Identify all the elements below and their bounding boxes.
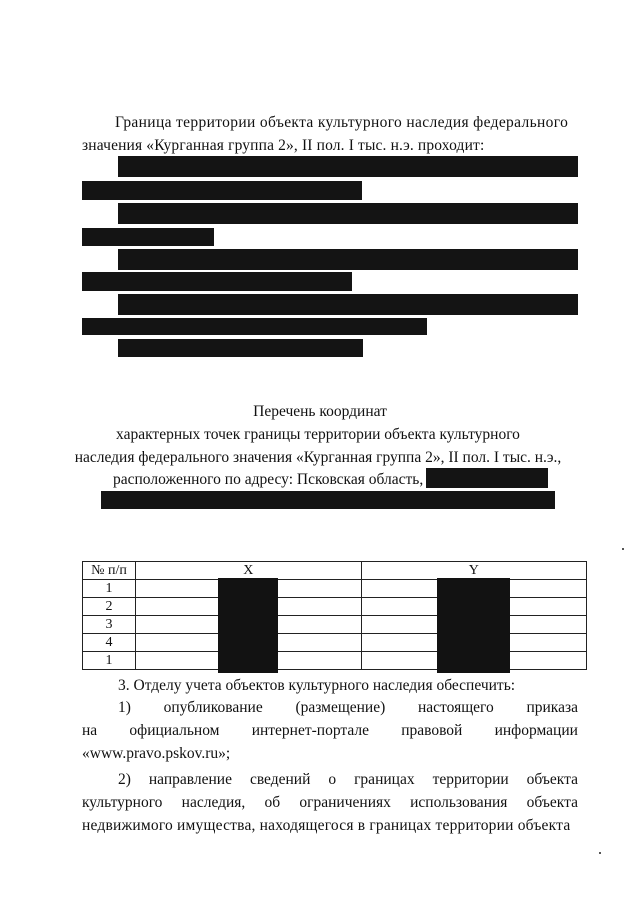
coordinates-table <box>82 561 587 670</box>
word: правовой <box>401 722 463 739</box>
table-header: Y <box>361 562 587 580</box>
redaction-bar <box>82 318 427 335</box>
coords-line-2: наследия федерального значения «Курганная группа 2», II пол. I тыс. н.э., <box>74 449 562 466</box>
boundary-line-1 <box>115 113 578 133</box>
table-header-row <box>83 562 587 580</box>
word: приказа <box>526 699 578 716</box>
word: информации <box>494 722 578 739</box>
word: 1) <box>118 699 131 716</box>
word: культурного <box>82 794 163 811</box>
word: о <box>328 771 337 788</box>
item3-heading: 3. Отделу учета объектов культурного наследия обеспечить: <box>118 677 516 694</box>
redaction-bar <box>118 156 578 177</box>
word: направление <box>148 771 232 788</box>
redaction-bar <box>118 249 578 270</box>
word: (размещение) <box>295 699 386 716</box>
table-header: № п/п <box>83 562 136 580</box>
word: об <box>264 794 281 811</box>
table-row <box>83 634 587 652</box>
redaction-bar <box>101 491 555 509</box>
table-cell: 2 <box>83 598 136 616</box>
redaction-bar <box>118 339 363 357</box>
redaction-bar <box>426 468 548 488</box>
redaction-bar <box>118 203 578 224</box>
word: опубликование <box>163 699 263 716</box>
boundary-text-1: Граница территории объекта культурного наследия федерального <box>115 114 569 131</box>
word: сведений <box>249 771 311 788</box>
item3-p2-line3: недвижимого имущества, находящегося в границах территории объекта <box>82 817 571 834</box>
table-row <box>83 580 587 598</box>
redaction-column-y <box>437 578 510 673</box>
redaction-bar <box>118 294 578 315</box>
table-row <box>83 652 587 670</box>
coords-line-1: характерных точек границы территории объекта культурного <box>116 426 520 443</box>
item3-p2-line1 <box>118 770 578 790</box>
table-cell: 3 <box>83 616 136 634</box>
table-cell: 1 <box>83 652 136 670</box>
table-cell: 1 <box>83 580 136 598</box>
table-header: X <box>136 562 362 580</box>
item3-p1-line3: «www.pravo.pskov.ru»; <box>82 745 231 762</box>
word: территории <box>432 771 509 788</box>
item3-p1-line2 <box>82 721 578 741</box>
coords-line-3: расположенного по адресу: Псковская область, <box>113 471 424 488</box>
word: интернет-портале <box>251 722 369 739</box>
table-row <box>83 598 587 616</box>
word: на <box>82 722 98 739</box>
word: официальном <box>129 722 220 739</box>
word: ограничениях <box>299 794 391 811</box>
scan-speck <box>622 548 624 550</box>
word: объекта <box>526 771 578 788</box>
word: использования <box>410 794 508 811</box>
word: настоящего <box>418 699 494 716</box>
table-row <box>83 616 587 634</box>
word: объекта <box>526 794 578 811</box>
redaction-column-x <box>218 578 278 673</box>
word: границах <box>354 771 415 788</box>
word: наследия, <box>181 794 246 811</box>
boundary-line-2: значения «Курганная группа 2», II пол. I тыс. н.э. проходит: <box>82 137 485 154</box>
table-cell: 4 <box>83 634 136 652</box>
item3-p2-line2 <box>82 793 578 813</box>
coords-title: Перечень координат <box>253 403 387 420</box>
redaction-bar <box>82 181 362 200</box>
scan-speck <box>599 852 601 854</box>
redaction-bar <box>82 228 214 246</box>
word: 2) <box>118 771 131 788</box>
redaction-bar <box>82 272 352 291</box>
item3-p1-line1 <box>118 698 578 718</box>
